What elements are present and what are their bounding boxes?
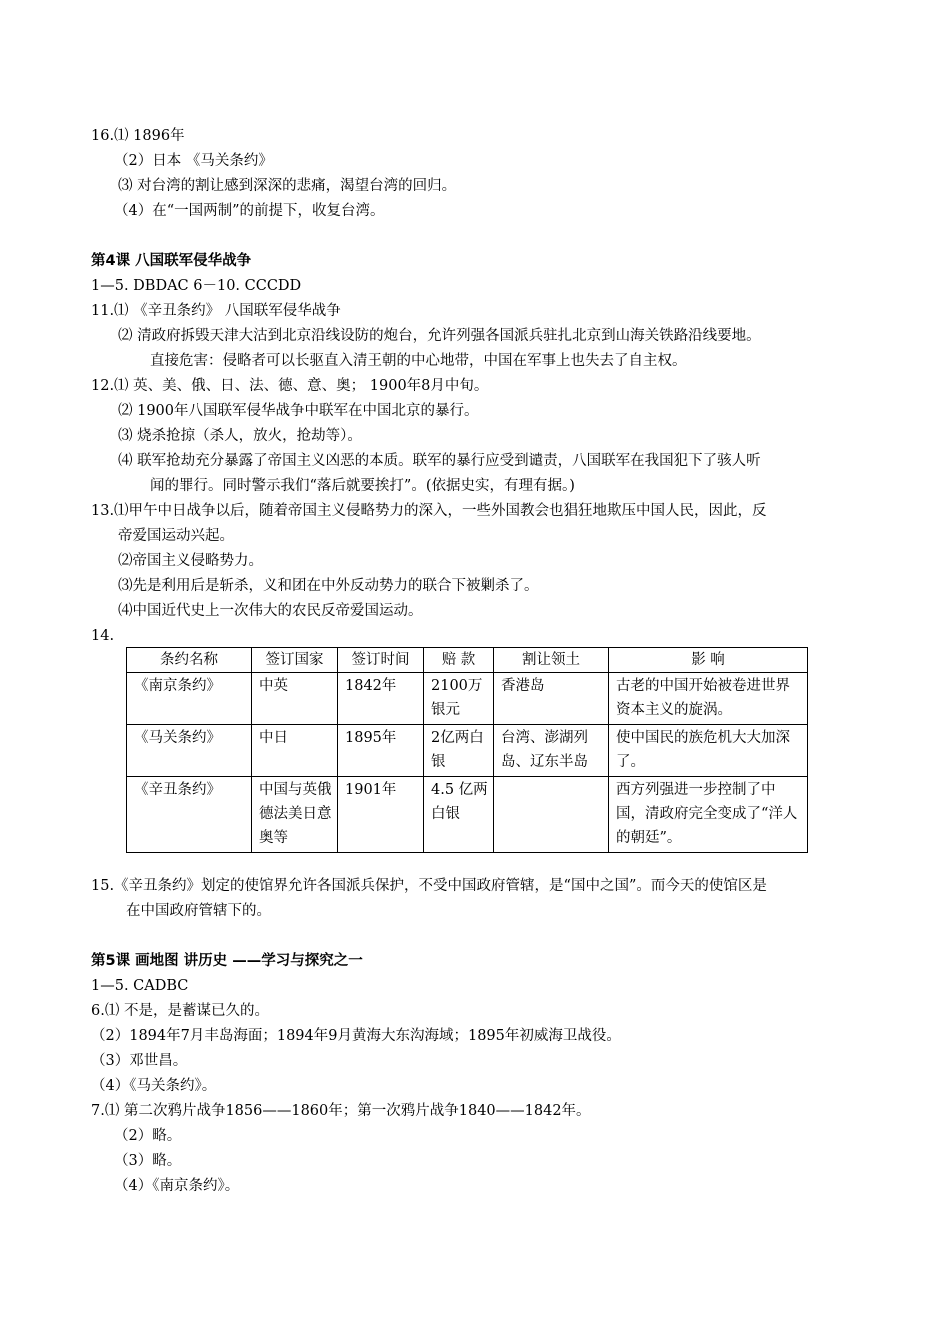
table-header-cell: 签订时间 <box>338 648 424 673</box>
q12-line-3: ⑶ 烧杀抢掠（杀人，放火，抢劫等）。 <box>118 428 362 444</box>
table-header-cell: 条约名称 <box>127 648 252 673</box>
table-cell: 《马关条约》 <box>127 725 252 777</box>
q13-line-5: ⑷中国近代史上一次伟大的农民反帝爱国运动。 <box>118 603 423 619</box>
table-cell: 台湾、澎湖列岛、辽东半岛 <box>494 725 609 777</box>
q6-line-2: （2）1894年7月丰岛海面；1894年9月黄海大东沟海域；1895年初威海卫战役。 <box>91 1028 621 1044</box>
q7-line-2: （2）略。 <box>114 1128 182 1144</box>
table-cell: 《南京条约》 <box>127 673 252 725</box>
table-cell: 4.5 亿两白银 <box>424 777 494 853</box>
table-cell: 香港岛 <box>494 673 609 725</box>
table-cell <box>494 777 609 853</box>
q16-line-4: （4）在“一国两制”的前提下，收复台湾。 <box>114 203 385 219</box>
treaty-table <box>126 647 808 853</box>
q6-line-1: 6.⑴ 不是，是蓄谋已久的。 <box>91 1003 269 1019</box>
q7-line-4: （4）《南京条约》。 <box>114 1178 240 1194</box>
q13-line-4: ⑶先是利用后是斩杀，义和团在中外反动势力的联合下被剿杀了。 <box>118 578 539 594</box>
q16-line-2: （2）日本 《马关条约》 <box>114 153 273 169</box>
table-cell: 1895年 <box>338 725 424 777</box>
q7-line-3: （3）略。 <box>114 1153 182 1169</box>
q11-line-1: 11.⑴ 《辛丑条约》 八国联军侵华战争 <box>91 303 341 319</box>
q15-line-2: 在中国政府管辖下的。 <box>126 903 271 919</box>
table-cell: 古老的中国开始被卷进世界资本主义的旋涡。 <box>609 673 808 725</box>
q11-line-3: 直接危害：侵略者可以长驱直入清王朝的中心地带，中国在军事上也失去了自主权。 <box>150 353 687 369</box>
table-cell: 中国与英俄德法美日意奥等 <box>252 777 338 853</box>
lesson4-title: 第4课 八国联军侵华战争 <box>91 253 252 269</box>
lesson4-mc-answers: 1—5. DBDAC 6－10. CCCDD <box>91 278 302 294</box>
table-cell: 2100万银元 <box>424 673 494 725</box>
q12-line-5: 闻的罪行。同时警示我们“落后就要挨打”。(依据史实，有理有据。) <box>150 478 575 494</box>
q13-line-2: 帝爱国运动兴起。 <box>118 528 234 544</box>
q7-line-1: 7.⑴ 第二次鸦片战争1856——1860年；第一次鸦片战争1840——1842年。 <box>91 1103 591 1119</box>
q15-line-1: 15.《辛丑条约》划定的使馆界允许各国派兵保护，不受中国政府管辖，是“国中之国”。而今天的使馆区是 <box>91 878 767 894</box>
table-cell: 《辛丑条约》 <box>127 777 252 853</box>
table-row <box>127 777 808 853</box>
q11-line-2: ⑵ 清政府拆毁天津大沽到北京沿线设防的炮台，允许列强各国派兵驻扎北京到山海关铁路沿线要地。 <box>118 328 761 344</box>
q12-line-4: ⑷ 联军抢劫充分暴露了帝国主义凶恶的本质。联军的暴行应受到谴责，八国联军在我国犯下了骇人听 <box>118 453 761 469</box>
table-cell: 中英 <box>252 673 338 725</box>
table-row <box>127 725 808 777</box>
table-header-row <box>127 648 808 673</box>
table-header-cell: 割让领土 <box>494 648 609 673</box>
table-cell: 1901年 <box>338 777 424 853</box>
table-cell: 西方列强进一步控制了中国，清政府完全变成了“洋人的朝廷”。 <box>609 777 808 853</box>
q16-line-3: ⑶ 对台湾的割让感到深深的悲痛，渴望台湾的回归。 <box>118 178 457 194</box>
table-cell: 2亿两白银 <box>424 725 494 777</box>
q12-line-1: 12.⑴ 英、美、俄、日、法、德、意、奥； 1900年8月中旬。 <box>91 378 489 394</box>
q12-line-2: ⑵ 1900年八国联军侵华战争中联军在中国北京的暴行。 <box>118 403 479 419</box>
q6-line-3: （3）邓世昌。 <box>91 1053 188 1069</box>
lesson5-title: 第5课 画地图 讲历史 ——学习与探究之一 <box>91 953 363 969</box>
q13-line-3: ⑵帝国主义侵略势力。 <box>118 553 263 569</box>
q13-line-1: 13.⑴甲午中日战争以后，随着帝国主义侵略势力的深入，一些外国教会也猖狂地欺压中国人民，因此，反 <box>91 503 767 519</box>
table-row <box>127 673 808 725</box>
table-cell: 中日 <box>252 725 338 777</box>
table-cell: 使中国民的族危机大大加深了。 <box>609 725 808 777</box>
lesson5-mc-answers: 1—5. CADBC <box>91 978 189 994</box>
q14-label: 14. <box>91 628 115 644</box>
table-cell: 1842年 <box>338 673 424 725</box>
table-header-cell: 赔 款 <box>424 648 494 673</box>
table-header-cell: 签订国家 <box>252 648 338 673</box>
q16-line-1: 16.⑴ 1896年 <box>91 128 185 144</box>
table-header-cell: 影 响 <box>609 648 808 673</box>
q6-line-4: （4）《马关条约》。 <box>91 1078 217 1094</box>
